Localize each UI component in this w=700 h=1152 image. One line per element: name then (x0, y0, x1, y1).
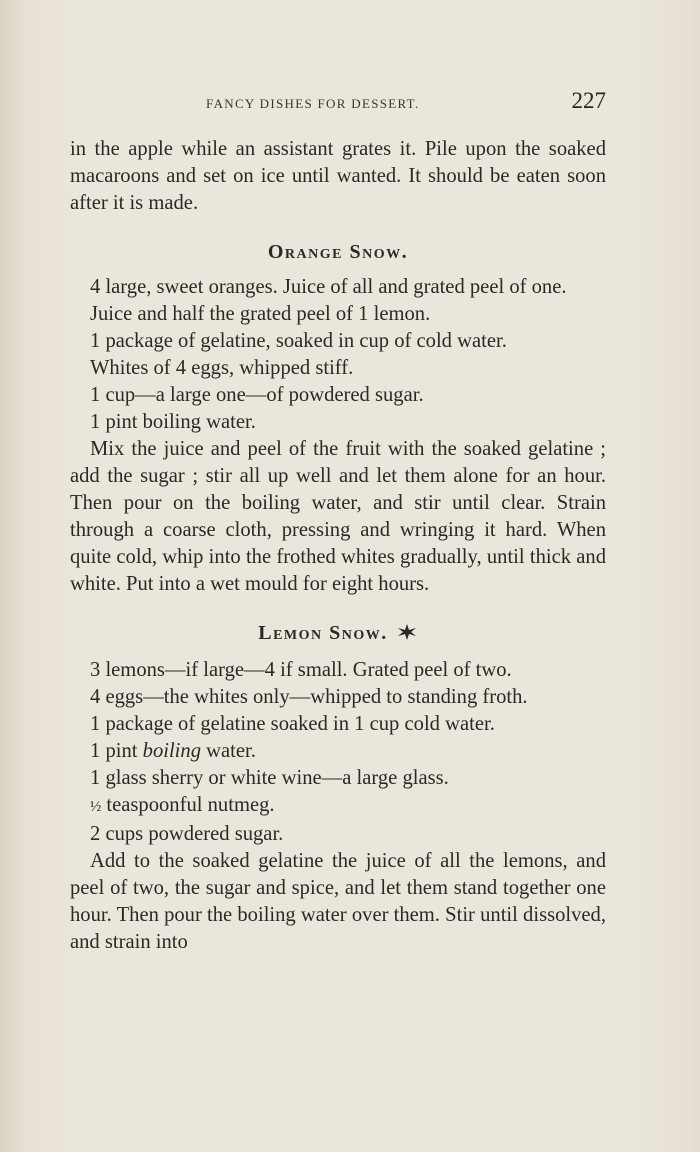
ingredient-line: Whites of 4 eggs, whipped stiff. (90, 357, 354, 379)
ingredient-line: Juice and half the grated peel of 1 lemon. (90, 303, 431, 325)
ingredient-line: 3 lemons—if large—4 if small. Grated peel of two. (90, 659, 512, 681)
orange-snow-method: Mix the juice and peel of the fruit with the soaked gelatine ; add the sugar ; stir all up well and let them alone for an hour. Then pour on the boiling water, and stir until clear. Strain through a coarse cloth, pressing and wringing it hard. When quite cold, whip into the frothed whites gradually, until thick and white. Put into a wet mould for eight hours. (70, 438, 606, 595)
boiling-prefix: 1 pint (90, 740, 143, 762)
maltese-cross-icon (396, 622, 418, 649)
recipe-title-lemon-snow (70, 620, 606, 649)
recipe-title-orange-snow: Orange Snow. (267, 241, 409, 263)
boiling-suffix: water. (201, 740, 256, 762)
ingredient-line: 2 cups powdered sugar. (90, 823, 284, 845)
ingredient-line: 4 eggs—the whites only—whipped to standing froth. (90, 686, 528, 708)
ingredient-line: 4 large, sweet oranges. Juice of all and grated peel of one. (90, 276, 567, 298)
boiling-italic: boiling (142, 740, 201, 762)
lemon-snow-ingredients (70, 657, 606, 848)
nutmeg-fraction: ½ (90, 799, 102, 815)
lemon-snow-method: Add to the soaked gelatine the juice of all the lemons, and peel of two, the sugar and spice, and let them stand together one hour. Then pour the boiling water over them. Stir until dissolved, and strain into (70, 850, 606, 953)
lemon-snow-title-text: Lemon Snow. (258, 622, 388, 644)
ingredient-line: 1 glass sherry or white wine—a large glass. (90, 767, 449, 789)
ingredient-line: 1 package of gelatine soaked in 1 cup cold water. (90, 713, 495, 735)
ingredient-line-nutmeg (70, 792, 606, 821)
ingredient-line: 1 pint boiling water. (90, 411, 256, 433)
page-body (70, 136, 606, 956)
page-number: 227 (571, 88, 606, 113)
orange-snow-ingredients (70, 274, 606, 436)
ingredient-line: 1 cup—a large one—of powdered sugar. (90, 384, 424, 406)
nutmeg-text: teaspoonful nutmeg. (101, 794, 275, 816)
running-head: FANCY DISHES FOR DESSERT. (206, 96, 420, 111)
page-header (70, 88, 608, 118)
ingredient-line: 1 package of gelatine, soaked in cup of cold water. (90, 330, 507, 352)
ingredient-line-boiling-water (70, 738, 606, 765)
intro-paragraph: in the apple while an assistant grates it. Pile upon the soaked macaroons and set on ice until wanted. It should be eaten soon after it is made. (70, 138, 606, 214)
